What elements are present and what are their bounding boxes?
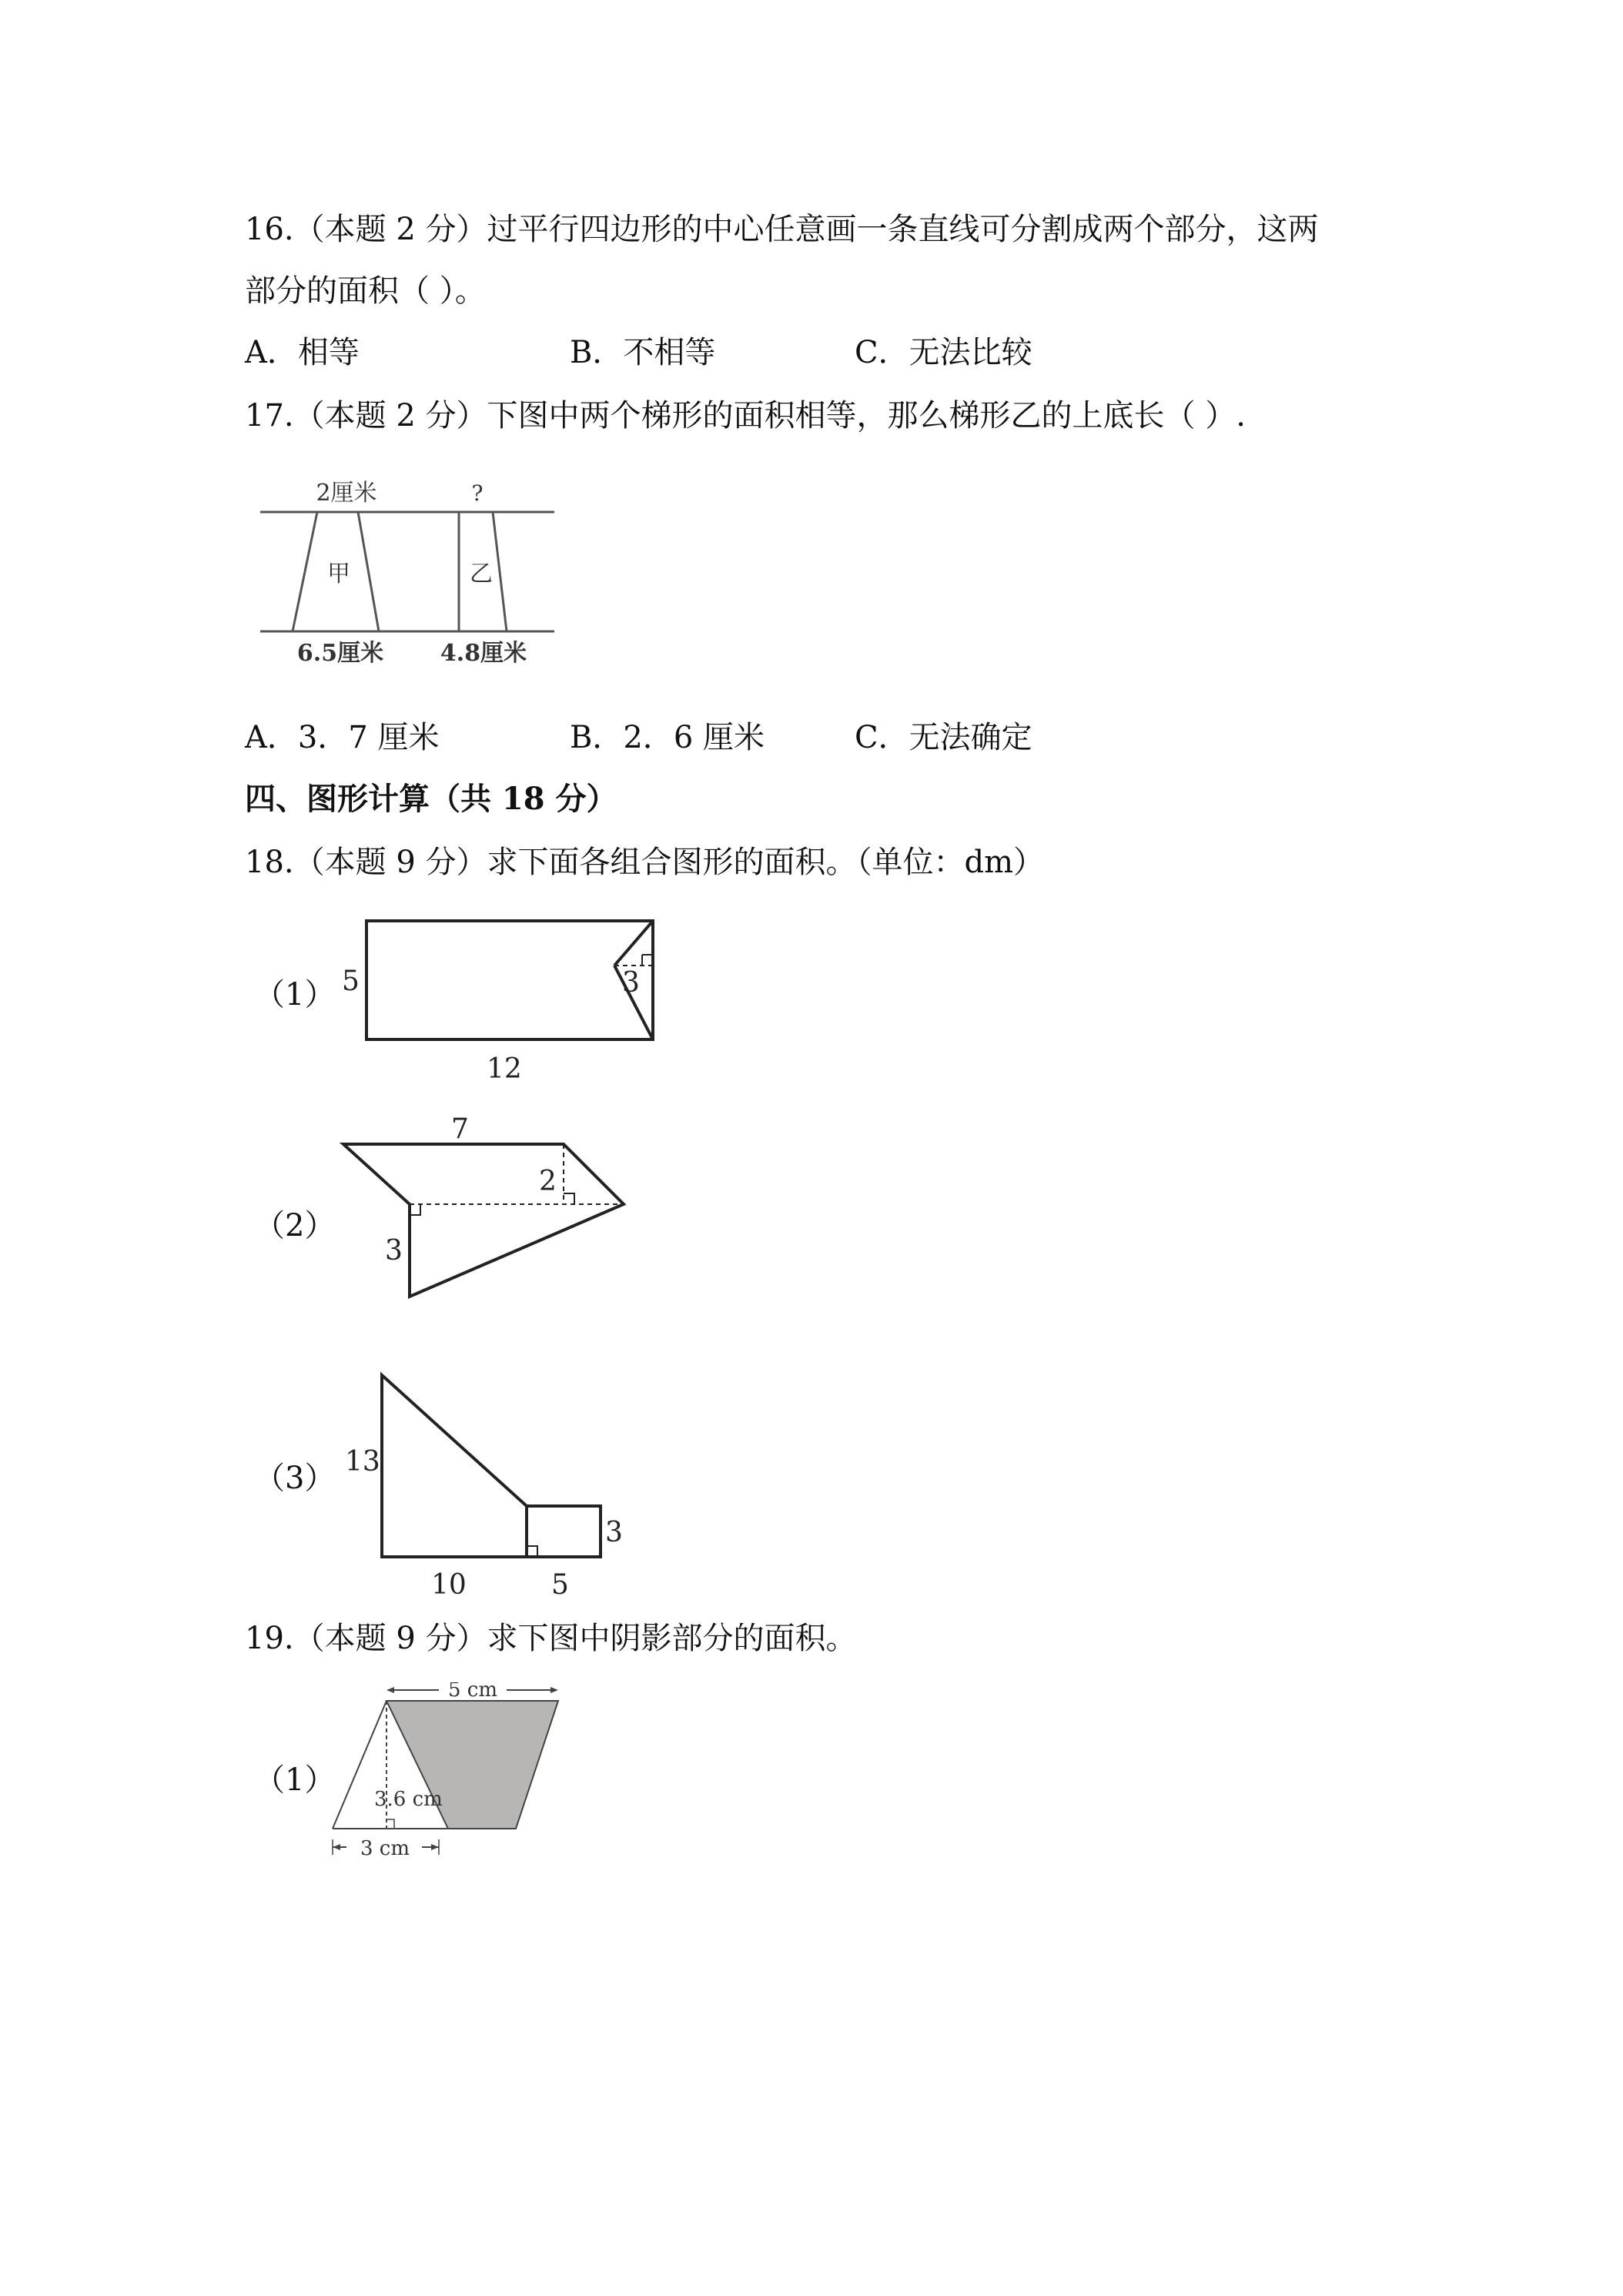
q19-label-height: 3.6 cm [374, 1788, 443, 1811]
q17-label-yi: 乙 [470, 561, 493, 587]
q18-sub2-right-angle-mark-1 [564, 1193, 574, 1204]
q17-jia-left-edge [293, 512, 317, 631]
q18-sub3-right-angle-mark [527, 1546, 537, 1557]
q17-option-a[interactable]: A．3．7 厘米 [245, 720, 440, 755]
q18-sub2-label: （2） [254, 1208, 336, 1243]
q18-sub2-outline [343, 1144, 624, 1297]
q16-option-b[interactable]: B．不相等 [570, 335, 716, 370]
q19-text-line1: 19.（本题 9 分）求下图中阴影部分的面积。 [245, 1621, 857, 1656]
q17-option-b[interactable]: B．2．6 厘米 [570, 720, 765, 755]
q17-jia-right-edge [358, 512, 379, 631]
q16-option-a[interactable]: A．相等 [245, 335, 360, 370]
q16-text-line2: 部分的面积（ ）。 [245, 273, 486, 309]
q18-sub2-label-height: 2 [539, 1166, 557, 1197]
q18-sub3-label-left: 13 [345, 1446, 380, 1478]
q19-right-angle-mark [387, 1819, 394, 1829]
q17-label-bottom-left: 6.5厘米 [296, 640, 384, 667]
q18-sub1-label-inner: 3 [622, 967, 640, 999]
q18-sub3-label: （3） [254, 1461, 336, 1496]
q17-label-top-right: ? [471, 480, 484, 506]
q19-label-bottom: 3 cm [360, 1837, 410, 1860]
q17-label-top-left: 2厘米 [316, 480, 377, 507]
q19-sub1-figure [323, 1682, 570, 1875]
q17-label-bottom-right: 4.8厘米 [440, 640, 527, 667]
section-4-title: 四、图形计算（共 18 分） [245, 781, 617, 817]
q17-trapezoid-figure [254, 470, 562, 685]
q17-yi-right-edge [493, 512, 507, 631]
q17-text-line1: 17.（本题 2 分）下图中两个梯形的面积相等，那么梯形乙的上底长（ ）. [245, 398, 1246, 433]
q18-sub3-label-bottom-left: 10 [431, 1569, 467, 1601]
q18-sub2-label-left: 3 [385, 1235, 403, 1267]
q19-label-top: 5 cm [447, 1682, 498, 1702]
q18-sub1-label: （1） [254, 977, 336, 1012]
q18-text-line1: 18.（本题 9 分）求下面各组合图形的面积。（单位：dm） [245, 845, 1045, 880]
q19-sub1-label: （1） [254, 1762, 336, 1798]
q18-sub3-outline [382, 1375, 601, 1557]
q16-text-line1: 16.（本题 2 分）过平行四边形的中心任意画一条直线可分割成两个部分，这两 [245, 212, 1319, 247]
q18-sub2-right-angle-mark-2 [410, 1204, 420, 1215]
q18-sub1-label-left: 5 [342, 966, 360, 997]
q18-sub1-rectangle [366, 921, 653, 1039]
q18-sub2-figure [323, 1109, 647, 1317]
q18-sub3-figure [323, 1363, 647, 1602]
q18-sub1-notch-upper [614, 921, 653, 966]
q18-sub3-label-bottom-right: 5 [551, 1569, 569, 1601]
q16-option-c[interactable]: C．无法比较 [855, 335, 1032, 370]
q18-sub3-label-right: 3 [605, 1517, 623, 1548]
q17-option-c[interactable]: C．无法确定 [855, 720, 1032, 755]
q18-sub1-figure [323, 909, 678, 1086]
q17-label-jia: 甲 [327, 561, 350, 587]
q18-sub1-label-bottom: 12 [487, 1053, 522, 1085]
q18-sub2-label-top: 7 [451, 1113, 469, 1145]
